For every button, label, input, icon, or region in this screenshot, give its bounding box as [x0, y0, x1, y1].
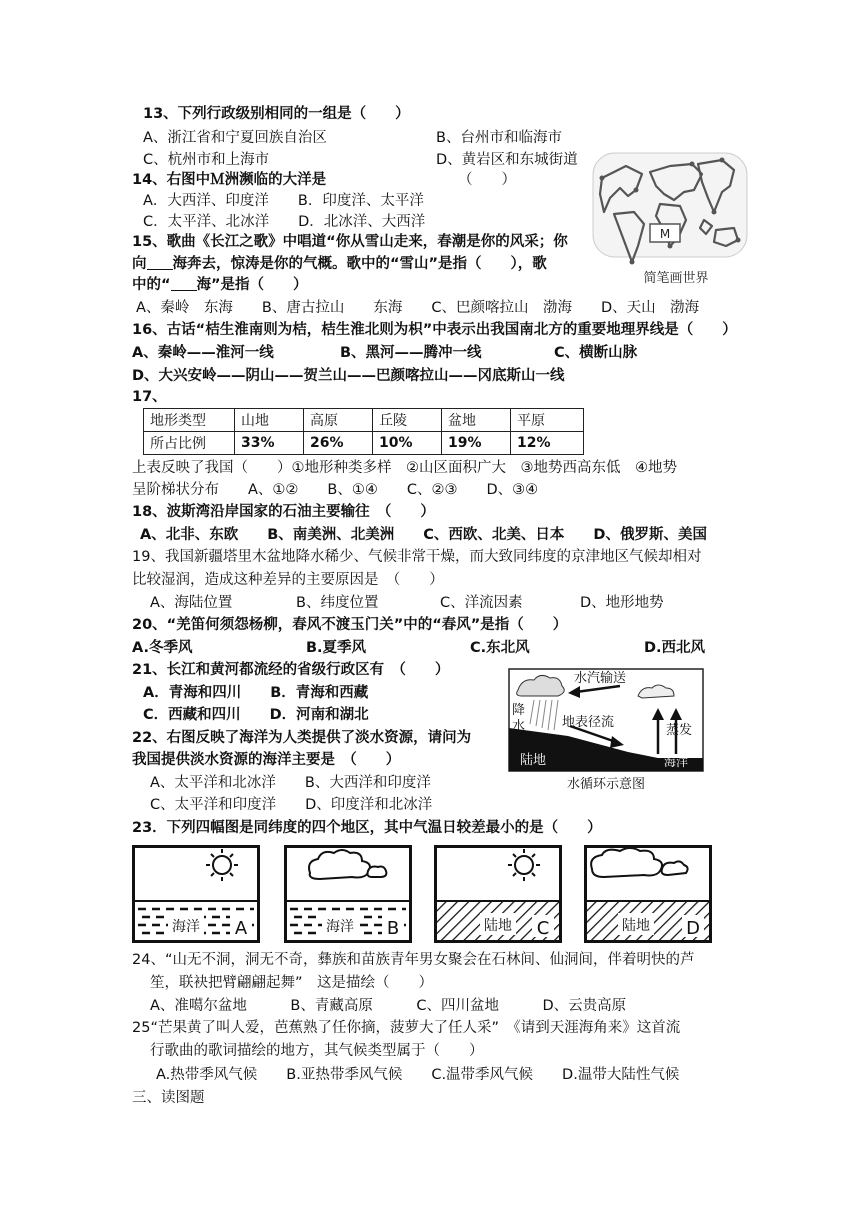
- q18-stem: 18、波斯湾沿岸国家的石油主要输往 （ ）: [132, 504, 435, 520]
- q19-line1: 19、我国新疆塔里木盆地降水稀少、气候非常干燥，而大致同纬度的京津地区气候却相对: [132, 549, 702, 565]
- table-cell: 地形类型: [144, 409, 235, 432]
- table-cell: 山地: [235, 409, 304, 432]
- world-sketch-map: [590, 150, 750, 290]
- panel-surface-label: 陆地: [484, 918, 512, 934]
- q23-panel-c: [434, 845, 562, 943]
- panel-letter: D: [686, 918, 700, 939]
- q15-blank-2: [171, 276, 197, 291]
- q19-line2: 比较湿润，造成这种差异的主要原因是 （ ）: [132, 572, 444, 588]
- q15-line2-b: 海奔去，惊涛是你的气概。歌中的“雪山”是指（ ），歌: [172, 256, 547, 272]
- table-cell: 10%: [373, 432, 442, 455]
- q22-line2: 我国提供淡水资源的海洋主要是 （ ）: [132, 752, 401, 768]
- q15-options: A、秦岭 东海 B、唐古拉山 东海 C、巴颜喀拉山 渤海 D、天山 渤海: [136, 300, 700, 316]
- diagram-label-evaporation: 蒸发: [666, 723, 693, 738]
- q14-options-ab: A．大西洋、印度洋 B．印度洋、太平洋: [143, 193, 424, 209]
- terrain-table-row: [144, 432, 584, 455]
- terrain-table: [143, 408, 584, 455]
- table-cell: 高原: [304, 409, 373, 432]
- table-cell: 所占比例: [144, 432, 235, 455]
- q14-paren: （ ）: [458, 172, 516, 188]
- q13-stem: 13、下列行政级别相同的一组是（ ）: [143, 106, 410, 122]
- q16-stem: 16、古话“桔生淮南则为桔，桔生淮北则为枳”中表示出我国南北方的重要地理界线是（ ）: [132, 322, 737, 338]
- diagram-label-land: 陆地: [520, 753, 547, 768]
- q24-options: A、准噶尔盆地 B、青藏高原 C、四川盆地 D、云贵高原: [150, 998, 627, 1014]
- table-cell: 12%: [511, 432, 584, 455]
- map-caption: 简笔画世界: [643, 271, 709, 286]
- q18-options: A、北非、东欧 B、南美洲、北美洲 C、西欧、北美、日本 D、俄罗斯、美国: [140, 527, 707, 543]
- q13-option-d: D、黄岩区和东城街道: [436, 152, 578, 168]
- q20-option-d: D.西北风: [644, 640, 706, 656]
- q25-line2: 行歌曲的歌词描绘的地方，其气候类型属于（ ）: [150, 1043, 484, 1059]
- panel-surface-label: 海洋: [172, 919, 200, 935]
- diagram-caption: 水循环示意图: [566, 777, 646, 792]
- q22-options-cd: C、太平洋和印度洋 D、印度洋和北冰洋: [150, 797, 433, 813]
- q21-options-cd: C．西藏和四川 D．河南和湖北: [143, 707, 369, 723]
- q20-option-a: A.冬季风: [132, 640, 193, 656]
- q15-line3-b: 海”是指（ ）: [196, 277, 308, 293]
- diagram-label-transport: 水汽输送: [574, 671, 627, 686]
- q21-options-ab: A．青海和四川 B．青海和西藏: [143, 685, 369, 701]
- q23-panel-d: [584, 845, 712, 943]
- q19-option-b: B、纬度位置: [296, 595, 379, 611]
- q21-stem: 21、长江和黄河都流经的省级行政区有 （ ）: [132, 662, 450, 678]
- map-m-label: M: [659, 227, 671, 241]
- panel-letter: B: [386, 918, 400, 939]
- diagram-label-precip-1: 降: [512, 703, 526, 718]
- panel-surface-label: 陆地: [622, 918, 650, 934]
- q22-options-ab: A、太平洋和北冰洋 B、大西洋和印度洋: [150, 775, 431, 791]
- q19-option-a: A、海陆位置: [150, 595, 233, 611]
- diagram-label-runoff: 地表径流: [562, 715, 615, 730]
- q16-option-c: C、横断山脉: [554, 345, 638, 361]
- q15-line1: 15、歌曲《长江之歌》中唱道“你从雪山走来，春潮是你的风采；你: [132, 234, 568, 250]
- q20-option-c: C.东北风: [470, 640, 530, 656]
- q16-option-b: B、黑河——腾冲一线: [340, 345, 482, 361]
- q15-line3-a: 中的“: [132, 277, 171, 293]
- q17-number: 17、: [132, 389, 167, 405]
- diagram-label-precip-2: 水: [512, 719, 526, 734]
- q17-line2: 呈阶梯状分布 A、①② B、①④ C、②③ D、③④: [132, 482, 539, 498]
- panel-surface-label: 海洋: [326, 919, 354, 935]
- q19-option-d: D、地形地势: [580, 595, 664, 611]
- q13-option-a: A、浙江省和宁夏回族自治区: [143, 130, 327, 146]
- q13-option-c: C、杭州市和上海市: [143, 152, 270, 168]
- q16-option-d: D、大兴安岭——阴山——贺兰山——巴颜喀拉山——冈底斯山一线: [132, 368, 565, 384]
- table-cell: 26%: [304, 432, 373, 455]
- q14-options-cd: C．太平洋、北冰洋 D．北冰洋、大西洋: [143, 214, 426, 230]
- q24-line1: 24、“山无不洞，洞无不奇，彝族和苗族青年男女聚会在石林间、仙洞间，伴着明快的芦: [132, 952, 695, 968]
- q14-stem: 14、右图中Ｍ洲濒临的大洋是: [132, 172, 327, 188]
- section-3-heading: 三、读图题: [132, 1090, 205, 1106]
- q15-line2: [132, 254, 547, 274]
- q24-line2: 笙，联袂把臂翩翩起舞” 这是描绘（ ）: [150, 975, 434, 991]
- table-cell: 丘陵: [373, 409, 442, 432]
- q23-panel-a: [132, 845, 260, 943]
- water-cycle-diagram: [508, 668, 704, 794]
- q15-line2-a: 向: [132, 256, 147, 272]
- terrain-table-header: [144, 409, 584, 432]
- q20-option-b: B.夏季风: [306, 640, 367, 656]
- diagram-label-ocean: 海洋: [664, 755, 689, 769]
- q16-option-a: A、秦岭——淮河一线: [132, 345, 274, 361]
- q23-panel-b: [284, 845, 412, 943]
- q22-line1: 22、右图反映了海洋为人类提供了淡水资源，请问为: [132, 730, 472, 746]
- q23-stem: 23．下列四幅图是同纬度的四个地区，其中气温日较差最小的是（ ）: [132, 820, 602, 836]
- q25-line1: 25“芒果黄了叫人爱，芭蕉熟了任你摘，菠萝大了任人采” 《请到天涯海角来》这首流: [132, 1020, 681, 1036]
- q20-stem: 20、“羌笛何须怨杨柳，春风不渡玉门关”中的“春风”是指（ ）: [132, 617, 568, 633]
- table-cell: 平原: [511, 409, 584, 432]
- table-cell: 33%: [235, 432, 304, 455]
- q25-options: A.热带季风气候 B.亚热带季风气候 C.温带季风气候 D.温带大陆性气候: [156, 1067, 680, 1083]
- q17-line1: 上表反映了我国（ ）①地形种类多样 ②山区面积广大 ③地势西高东低 ④地势: [132, 460, 677, 476]
- q19-option-c: C、洋流因素: [440, 595, 523, 611]
- table-cell: 19%: [442, 432, 511, 455]
- panel-letter: C: [536, 918, 550, 939]
- table-cell: 盆地: [442, 409, 511, 432]
- q15-line3: [132, 275, 308, 295]
- q15-blank-1: [147, 255, 173, 270]
- q13-option-b: B、台州市和临海市: [436, 130, 562, 146]
- panel-letter: A: [234, 918, 248, 939]
